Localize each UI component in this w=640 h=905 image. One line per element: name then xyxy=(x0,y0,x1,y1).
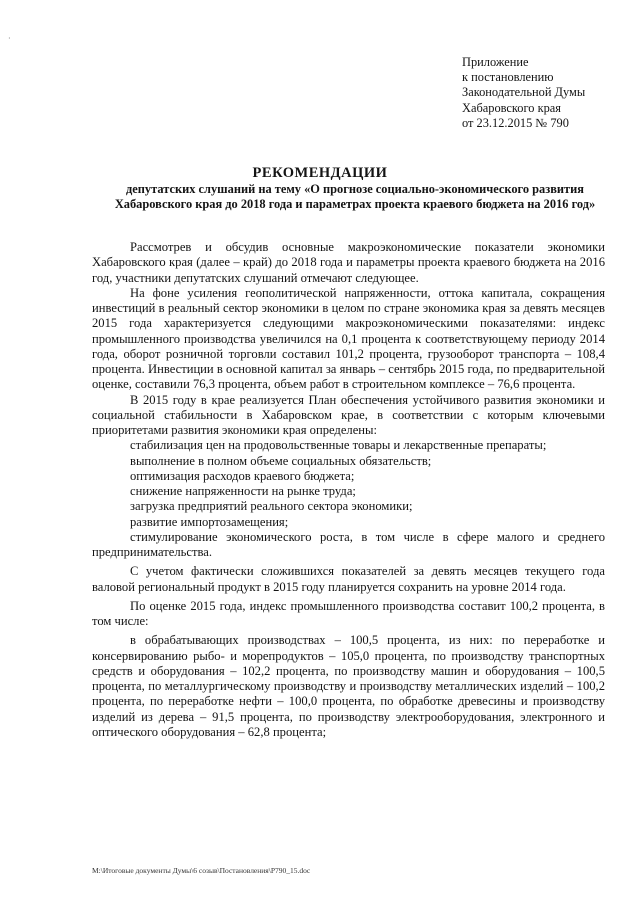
priority-item: загрузка предприятий реального сектора экономики; xyxy=(130,499,413,514)
appendix-line: Приложение xyxy=(462,55,529,69)
appendix-block xyxy=(462,55,632,131)
priority-item: выполнение в полном объеме социальных обязательств; xyxy=(130,453,432,468)
appendix-line: Законодательной Думы xyxy=(462,85,586,100)
priority-item: оптимизация расходов краевого бюджета; xyxy=(130,468,355,483)
priority-item: снижение напряженности на рынке труда; xyxy=(130,484,356,498)
paragraph-grp: С учетом фактически сложившихся показателей за девять месяцев текущего года валовой региональный продукт в 2015 году планируется сохранить на уровне 2014 года. xyxy=(92,564,605,594)
file-path-footer: М:\Итоговые документы Думы\6 созыв\Постановления\Р790_15.doc xyxy=(92,866,311,875)
priority-item: развитие импортозамещения; xyxy=(130,514,289,529)
paragraph-intro: Рассмотрев и обсудив основные макроэкономические показатели экономики Хабаровского края (далее – край) до 2018 года и параметры проекта краевого бюджета на 2016 год, участники депутатских слушаний отмечают следующее. xyxy=(92,240,605,285)
paragraph-plan: В 2015 году в крае реализуется План обеспечения устойчивого развития экономики и социальной стабильности в Хабаровском крае, в соответствии с которым ключевыми приоритетами развития экономики края определены: xyxy=(92,392,605,437)
paragraph-macro: На фоне усиления геополитической напряженности, оттока капитала, сокращения инвестиций в реальный сектор экономики в целом по стране экономика края за девять месяцев 2015 года характеризуется следующими макроэкономическими показателями: индекс промышленного производства увеличился на 0,1 процента к соответствующему периоду 2014 года, оборот розничной торговли составил 101,2 процента, грузооборот транспорта – 108,4 процента. Инвестиции в основной капитал за январь – сентябрь 2015 года, по предварительной оценке, составили 76,3 процента, объем работ в строительном комплексе – 76,6 процента. xyxy=(92,285,605,392)
appendix-line: к постановлению xyxy=(462,70,554,85)
paragraph-industrial-index: По оценке 2015 года, индекс промышленного производства составит 100,2 процента, в том числе: xyxy=(92,598,605,628)
scan-mark: · xyxy=(8,34,11,43)
paragraph-manufacturing: в обрабатывающих производствах – 100,5 процента, из них: по переработке и консервированию рыбо- и морепродуктов – 105,0 процента, по производству транспортных средств и оборудования – 102,2 процента, по производству машин и оборудования – 100,5 процента, по металлургическому производству и производству металлических изделий – 100,2 процента, по переработке нефти – 100,0 процента, по обработке древесины и производству изделий из дерева – 91,5 процента, по производству электрооборудования, электронного и оптического оборудования – 62,8 процента; xyxy=(92,633,605,739)
document-subtitle: депутатских слушаний на тему «О прогнозе социально-экономического развития Хабаровского края до 2018 года и параметрах проекта краевого бюджета на 2016 год» xyxy=(114,182,596,212)
priority-item: стимулирование экономического роста, в том числе в сфере малого и среднего предпринимательства. xyxy=(92,529,605,559)
appendix-line: Хабаровского края xyxy=(462,100,561,115)
document-title: РЕКОМЕНДАЦИИ xyxy=(252,165,388,181)
document-body xyxy=(92,240,605,740)
appendix-line: от 23.12.2015 № 790 xyxy=(462,115,569,130)
priority-item: стабилизация цен на продовольственные товары и лекарственные препараты; xyxy=(130,438,547,453)
